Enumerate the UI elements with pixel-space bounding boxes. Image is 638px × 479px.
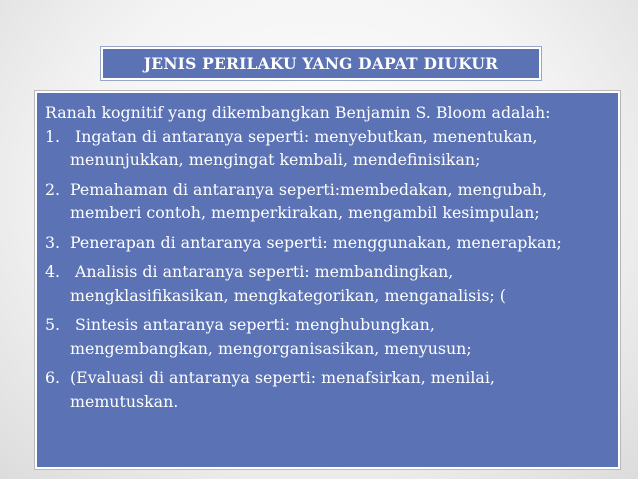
list-item-line: (Evaluasi di antaranya seperti: menafsirkan, menilai,	[70, 368, 495, 387]
list-item-line: mengembangkan, mengorganisasikan, menyusun;	[70, 338, 472, 358]
list-item-number: 2.	[45, 179, 61, 199]
list-item-line: Analisis di antaranya seperti: membandingkan,	[70, 262, 454, 281]
list-item-number: 5.	[45, 315, 61, 334]
cognitive-levels-list	[45, 125, 610, 414]
list-item-line: Sintesis antaranya seperti: menghubungkan,	[70, 315, 435, 334]
list-item-line: memutuskan.	[70, 391, 179, 411]
list-item-number: 3.	[45, 232, 61, 252]
slide-title	[101, 47, 541, 80]
content-box	[35, 91, 620, 469]
list-item-line: Penerapan di antaranya seperti: menggunakan, menerapkan;	[70, 232, 562, 252]
slide-title-text: JENIS PERILAKU YANG DAPAT DIUKUR	[143, 54, 499, 73]
list-item	[45, 125, 610, 172]
list-item-line: menunjukkan, mengingat kembali, mendefinisikan;	[70, 150, 481, 169]
intro-text: Ranah kognitif yang dikembangkan Benjamin S. Bloom adalah:	[45, 103, 551, 122]
list-item-line: Ingatan di antaranya seperti: menyebutkan, menentukan,	[70, 126, 538, 146]
list-item	[45, 366, 610, 413]
list-item-number: 4.	[45, 262, 61, 281]
list-item-number: 6.	[45, 368, 61, 387]
list-item-line: memberi contoh, memperkirakan, mengambil kesimpulan;	[70, 203, 540, 222]
list-item-line: Pemahaman di antaranya seperti:membedakan, mengubah,	[70, 179, 548, 199]
list-item	[45, 231, 610, 255]
list-item-line: mengklasifikasikan, mengkategorikan, menganalisis; (	[70, 285, 506, 305]
list-item-number: 1.	[45, 126, 61, 146]
list-item	[45, 313, 610, 360]
list-item	[45, 260, 610, 307]
list-item	[45, 178, 610, 225]
